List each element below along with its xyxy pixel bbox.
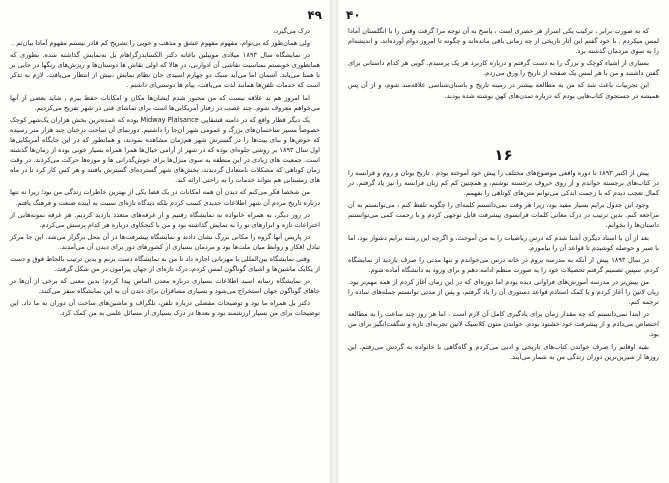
paragraph: بعد از آن با استاد دیگری آشنا شدم که درس ریاضیات را به من آموخت، و اگرچه این رشته برایم دشوار بود، اما با صبر و حوصله کوشیدم تا قواعد آن را بیاموزم.: [348, 233, 659, 252]
paragraph: بقیه اوقاتم را صرف خواندن کتاب‌های تاریخی و ادبی می‌کردم و گاه‌گاهی با خانواده به گردش می‌رفتم. این روزها از شیرین‌ترین دوران زندگی من به شمار می‌آیند.: [348, 342, 659, 361]
paragraph: وجود این جدول برایم بسیار مفید بود، زیرا هر وقت نمی‌دانستم کلمه‌ای را چگونه تلفظ کنم ، می‌توانستم به آن مراجعه کنم. بدین ترتیب در درک معانی کلمات فرانسوی پیشرفت قابل توجهی کردم و با زحمت کمی می‌توانستم داستان‌ها را بخوانم.: [348, 201, 659, 230]
paragraph: من پیش‌تر در مدرسه آموزش‌های فراوانی دیده بودم اما دوره‌ای که در این زمان آغاز کردم از همه مهم‌تر بود. زبان لاتین را آغاز کردم و با کمک استادم قواعد دستوری آن را یاد گرفتم، و پس از مدتی توانستم جمله‌های ساده را ترجمه کنم.: [348, 277, 659, 307]
paragraph: اما امروز هم بد علاقه نیست که من مجبور شدم ایشان‌ها مکان و امکانات حفظ ببرم ، شاید بعضی از آنها می‌خواهم معروف شوم. چند عصب در رفتار آمریکایی‌ها است برای تماشای فنی در شهر تفریح می‌کردیم.: [10, 93, 320, 112]
right-page-bottom-body: [348, 168, 659, 364]
right-page-top-body: [348, 26, 659, 103]
left-page: [0, 0, 330, 483]
chapter-number: ۱۶: [494, 146, 513, 164]
paragraph: در نمایشگاه رسانه اسید اطلاعات بسیاری درباره معدن الماس پیدا کردم؛ بدین معنی که برخی از آن‌ها در جاهای گوناگون جهان استخراج می‌شود و بسیاری مسافران برای دیدن آن به این نمایشگاه سفر می‌کنند.: [10, 277, 320, 296]
paragraph: که به صورت برابر ، ترکیب یکی اسرار هر حصری است ، پاسخ به آن توجه مرا گرفت وقتی را با انگلستان آمادا لمس میکردم . با خود گفتم این آثار تاریخی از چه زمانی باقی مانده‌اند و چگونه تا امروز دوام آورده‌اند، و اندیشه‌ام را به سوی مردمان گذشته برد.: [348, 27, 659, 56]
paragraph: درک می‌گیرد،: [273, 27, 310, 35]
paragraph: در پاریس آنها گروه را مکانی بزرگ نشان دادند و نمایشگاه پیشرفت‌ها در آن محل برگزار می‌شد. این جا مرکز تبادل افکار و روابط میان ملت‌ها بود و مردمان بسیاری از کشورهای دور برای دیدن آن می‌آمدند.: [10, 232, 320, 251]
page-number: ۴۹: [307, 8, 322, 22]
paragraph: وقتی نمایشگاه بین‌المللی با مهربانی اجازه داد تا من به نمایشگاه دست بزنم و بدین ترتیب بالحاظ فوق و دست از یکایک ماشین‌ها و اشیای گوناگون لمس کردم، درک تازه‌ای از جهان پیرامون در من شکل گرفت.: [10, 254, 320, 274]
book-gutter: [330, 0, 338, 483]
paragraph: یک دیگر قطار واقع که در دامنه قشقایی Midway Plaisance بوده که عمده‌ترین بخش هزاران یک‌شهر کوچک خصوصاً مسیر ساختمان‌های بزرگ و عمومی شهر آن‌جا را داشتیم. دورنمای آن ساحت درختان چند هزار متر رسیده که حوض‌ها و بنای بیت‌ها را در گسترش شهر هم‌زمان مشاهده نمودند، و همانطور که در این جایگاه آمریکایی‌ها اول سال ۱۸۹۳ بر روشی جلوه‌ای بوده که در شهر از آرامی خیال‌ها همرا همراه بسیار خوبی بوده از زمان‌ها گذشته است. جمعیت های زیادی در این منطقه به سوی منزل‌ها برای خوش‌گذرانی ها و موزه‌ها حرکت می‌کردند. در وقت زمان کوتاهی که مشکلات نامتعادل گردیدند، بخش‌های شهر گسترده‌ای گسترش یافتند و هر کس کار کرد تا در ماه های زمستانی هم بتواند خدمات را به راحتی ارائه کند.: [10, 115, 320, 185]
paragraph: بسیاری از اشیاء کوچک و بزرگ را به دست گرفتم و درباره کاربرد هر یک پرسیدم. گویی هر کدام داستانی برای گفتن داشتند و من با هر لمس یک صفحه از تاریخ را ورق می‌زدم.: [348, 59, 659, 78]
left-page-body: [10, 26, 320, 321]
page-number: ۴۰: [346, 8, 361, 22]
paragraph: پیش از اکتبر ۱۸۹۳ تا دوره واقعی موضوع‌های مختلف را پیش خود آموخته بودم . تاریخ یونان و روم و فرانسه را در کتاب‌های برجسته خواندم و از روی حروف برجسته نوشتم، و همچنین کم کم زبان فرانسه را نیز یاد گرفتم. در کمال تعجب دیدم که با زحمت اندکی می‌توانم متن‌های کوتاهی را بفهمم.: [348, 169, 659, 198]
paragraph: ولی همان‌طور که بی‌تو‌ام، مفهوم مفهوم عشق و مذهب و خویی را تشریح کم‌ قادر نیستم مفهوم آمادا بیان‌تم .: [12, 39, 310, 48]
paragraph: دکتر بل همراه ما بود و توضیحات مفصلی درباره تلفن، تلگراف و ماشین‌های ساخت آن دوران به ما داد. این توضیحات برای من بسیار ارزشمند بود و بعدها در درک بسیاری از مسائل علمی به من کمک کرد.: [10, 299, 320, 318]
paragraph: در نمایشگاه سال ۱۸۹۳ میلادی موبیلین باغانه دکتر الکساندرگراهام بل به‌نمایش گذاشته شده. بطوری که همانطوری خوبستم بمناسبت نقاشی آن ادوارنی، در هالا که اولی نقاش ها دوستان‌ها و ریزش‌های رنگها در جایی بر نا همتا می‌یابد. آسمان اما می‌آید سبک دو چهارم اسیدی جان نظام نمایش ،بیش از انتظار می‌یافت. لازم به تذکر است که خدمات تلفن‌ها همانند لذت می‌یافت، پیام ها دوستی‌ای داشتم .: [10, 51, 320, 90]
paragraph: در ابتدا نمی‌دانستم که چه مقدار زمان برای یادگیری کامل آن لازم است ، اما هر روز چند ساعت را به مطالعه اختصاص می‌دادم و از پیشرفت خود خشنود بودم. خواندن متون کلاسیک لاتین تجربه‌ای تازه و شگفت‌انگیز برای من بود.: [348, 310, 659, 339]
paragraph: در روز دیگر، به همراه خانواده به نمایشگاه رفتیم و از غرفه‌های متعدد بازدید کردیم. هر غرفه نمونه‌هایی از اختراعات تازه و ابزارهای نو را به نمایش گذاشته بود و من با کنجکاوی درباره هر کدام پرسش می‌کردم.: [10, 210, 320, 229]
paragraph: در سال ۱۸۹۳ پیش از آنکه به مدرسه بروم در خانه درس می‌خواندم و تنها مدتی را صرف بازدید از نمایشگاه کردم. سپس تصمیم گرفتم تحصیلات خود را به صورت منظم ادامه دهم و برای ورود به دانشگاه آماده شوم.: [348, 255, 659, 274]
right-page: [338, 0, 669, 483]
paragraph: من شخصا فکر می‌کنم که دیدن آن همه امکانات در یک فضا یکی از بهترین خاطرات زندگی من بود؛ زیرا نه تنها درباره تاریخ مردم آن شهر اطلاعات جدیدی کسب کردم بلکه دیدگاه تازه‌ای نسبت به آینده صنعت و فرهنگ یافتم.: [10, 188, 320, 207]
paragraph: این تجربیات باعث شد که من به مطالعه بیشتر در زمینه تاریخ و باستان‌شناسی علاقه‌مند شوم، و از آن پس همیشه در جستجوی کتاب‌هایی بودم که درباره تمدن‌های کهن نوشته شده بودند.: [348, 81, 659, 100]
